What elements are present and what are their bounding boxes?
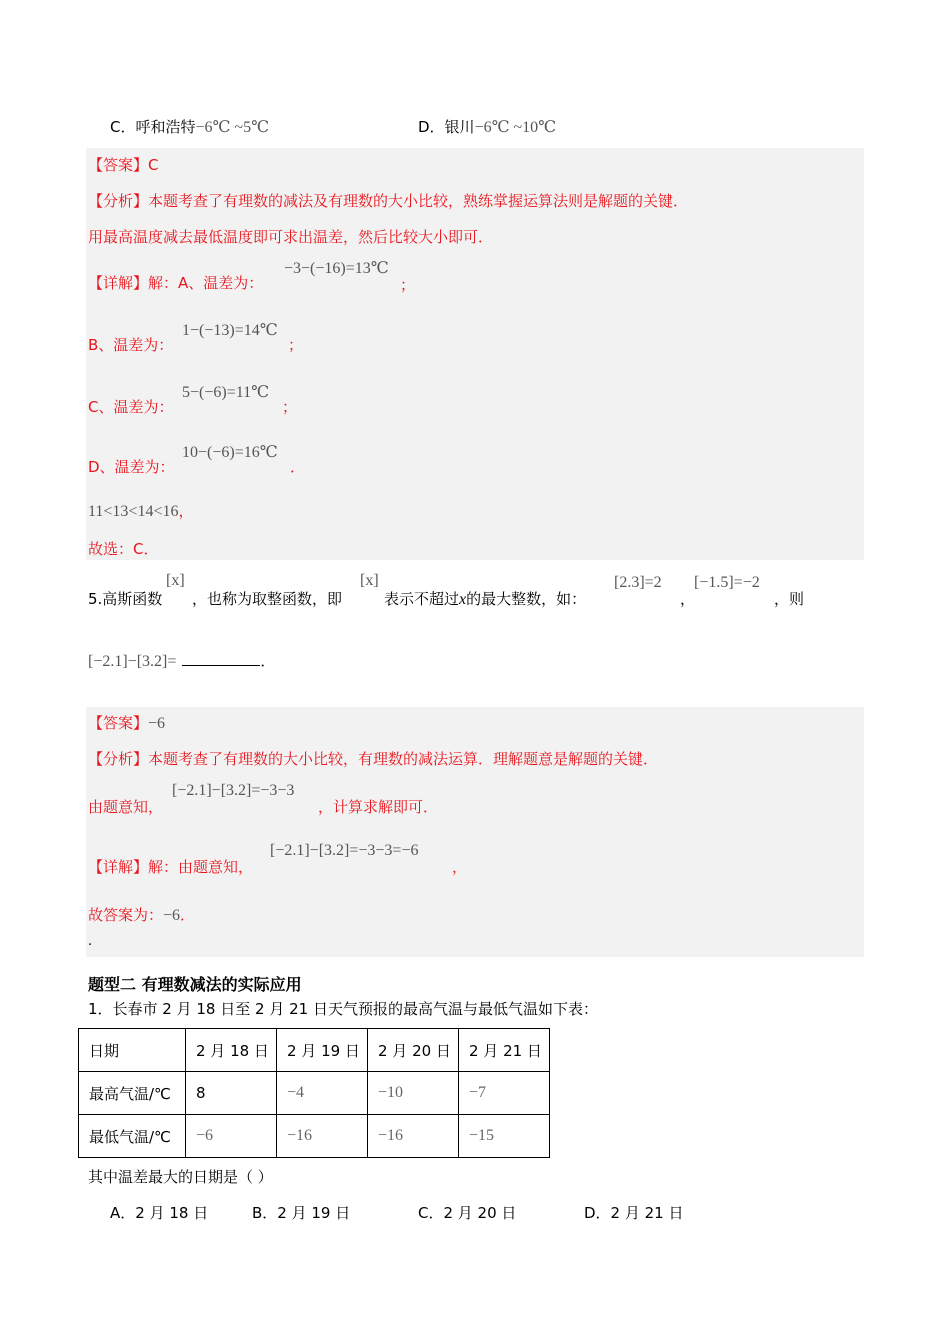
table-cell: 最低气温/℃ <box>79 1115 186 1158</box>
detail-c-prefix: C、温差为： <box>88 398 174 416</box>
q4-detail-a <box>88 272 263 293</box>
table-cell: −15 <box>459 1115 550 1158</box>
q4-compare <box>88 500 194 521</box>
detail-b-math: 1−(−13)=14℃ <box>182 322 278 339</box>
weather-table <box>78 1028 550 1158</box>
table-cell: 最高气温/℃ <box>79 1072 186 1115</box>
detail-c-math: 5−(−6)=11℃ <box>182 384 270 401</box>
question-math: [−2.1]−[3.2]= <box>88 653 177 670</box>
q5-detail-math: [−2.1]−[3.2]=−3−3=−6 <box>270 842 419 859</box>
table-cell: 2 月 19 日 <box>277 1029 368 1072</box>
detail-tag: 【详解】 <box>88 858 149 876</box>
answer-tag: 【答案】 <box>88 156 149 174</box>
option-c-label: C．呼和浩特 <box>110 118 196 136</box>
q5-analysis2-math: [−2.1]−[3.2]=−3−3 <box>172 782 295 799</box>
detail-c-end: ； <box>282 398 298 416</box>
detail-prefix: 解：由题意知， <box>148 858 254 876</box>
table-cell: 2 月 21 日 <box>459 1029 550 1072</box>
option-d-label: D．银川 <box>418 118 475 136</box>
table-cell: 2 月 20 日 <box>368 1029 459 1072</box>
answer-tag: 【答案】 <box>88 714 149 732</box>
table-cell: −16 <box>368 1115 459 1158</box>
option-c-range: −6℃ ~5℃ <box>195 119 269 136</box>
trailing-dot: . <box>88 934 93 949</box>
q5-conclusion <box>88 904 195 925</box>
answer-value: C <box>148 156 159 174</box>
table-row <box>79 1029 550 1072</box>
q5-stem-c <box>384 588 586 609</box>
conclusion-math: −6 <box>163 907 181 924</box>
table-row <box>79 1115 550 1158</box>
option-d-range: −6℃ ~10℃ <box>474 119 557 136</box>
detail-b-prefix: B、温差为： <box>88 336 174 354</box>
q5-sep: ， <box>680 590 696 608</box>
q5-stem-e: ，则 <box>774 590 805 608</box>
option-d <box>418 116 556 137</box>
conclusion-prefix: 故答案为： <box>88 906 164 924</box>
conclusion-end: ． <box>180 906 196 924</box>
detail-tag: 【详解】 <box>88 274 149 292</box>
table-cell: 8 <box>186 1072 277 1115</box>
q4-analysis <box>88 190 688 211</box>
q5-analysis <box>88 748 658 769</box>
compare-end: ， <box>178 502 194 520</box>
table-cell: −4 <box>277 1072 368 1115</box>
stem-c-text: 表示不超过 <box>384 590 460 608</box>
detail-d-math: 10−(−6)=16℃ <box>182 444 278 461</box>
option-a: A．2 月 18 日 <box>110 1204 209 1222</box>
answer-value: −6 <box>148 715 166 732</box>
q5-fx: [x] <box>166 572 185 589</box>
q5-stem-start: 5.高斯函数 <box>88 590 163 608</box>
detail-a-math: −3−(−16)=13℃ <box>284 260 389 277</box>
option-b: B．2 月 19 日 <box>252 1204 351 1222</box>
table-cell: −16 <box>277 1115 368 1158</box>
detail-b-end: ； <box>288 336 304 354</box>
q5-example-2: [−1.5]=−2 <box>694 574 760 591</box>
detail-a-end: ； <box>400 276 416 294</box>
analysis-text: 本题考查了有理数的减法及有理数的大小比较，熟练掌握运算法则是解题的关键． <box>148 192 689 210</box>
table-row <box>79 1072 550 1115</box>
option-c: C．2 月 20 日 <box>418 1204 517 1222</box>
stem-var: x <box>459 591 467 608</box>
table-cell: 2 月 18 日 <box>186 1029 277 1072</box>
q5-example-1: [2.3]=2 <box>614 574 662 591</box>
q5-question <box>88 650 275 671</box>
q5-answer-box <box>86 707 864 957</box>
table-cell: −10 <box>368 1072 459 1115</box>
option-c <box>110 116 269 137</box>
answer-blank <box>182 651 260 666</box>
detail-d-end: ． <box>290 458 306 476</box>
compare-math: 11<13<14<16 <box>88 503 179 520</box>
q4-analysis-2: 用最高温度减去最低温度即可求出温差，然后比较大小即可． <box>88 228 494 246</box>
q4-conclusion: 故选：C． <box>88 540 159 558</box>
table-cell: 日期 <box>79 1029 186 1072</box>
q5-detail <box>88 856 253 877</box>
analysis-tag: 【分析】 <box>88 750 149 768</box>
q1-stem: 1．长春市 2 月 18 日至 2 月 21 日天气预报的最高气温与最低气温如下表： <box>88 1000 598 1018</box>
q5-analysis2-end: ，计算求解即可． <box>318 798 439 816</box>
question-end: ． <box>260 652 276 670</box>
q1-question: 其中温差最大的日期是（ ） <box>88 1168 273 1186</box>
detail-d-prefix: D、温差为： <box>88 458 175 476</box>
q5-stem-b: ，也称为取整函数，即 <box>192 590 343 608</box>
analysis-text: 本题考查了有理数的大小比较，有理数的减法运算．理解题意是解题的关键． <box>148 750 659 768</box>
q5-answer <box>88 712 165 733</box>
stem-d-text: 的最大整数，如： <box>466 590 587 608</box>
option-d: D．2 月 21 日 <box>584 1204 684 1222</box>
q5-analysis2-prefix: 由题意知， <box>88 798 164 816</box>
q5-fx2: [x] <box>360 572 379 589</box>
q4-answer <box>88 154 159 175</box>
q5-detail-end: ， <box>452 858 468 876</box>
section-heading: 题型二 有理数减法的实际应用 <box>88 975 302 994</box>
detail-a-prefix: 解：A、温差为： <box>148 274 264 292</box>
analysis-tag: 【分析】 <box>88 192 149 210</box>
table-cell: −6 <box>186 1115 277 1158</box>
table-cell: −7 <box>459 1072 550 1115</box>
